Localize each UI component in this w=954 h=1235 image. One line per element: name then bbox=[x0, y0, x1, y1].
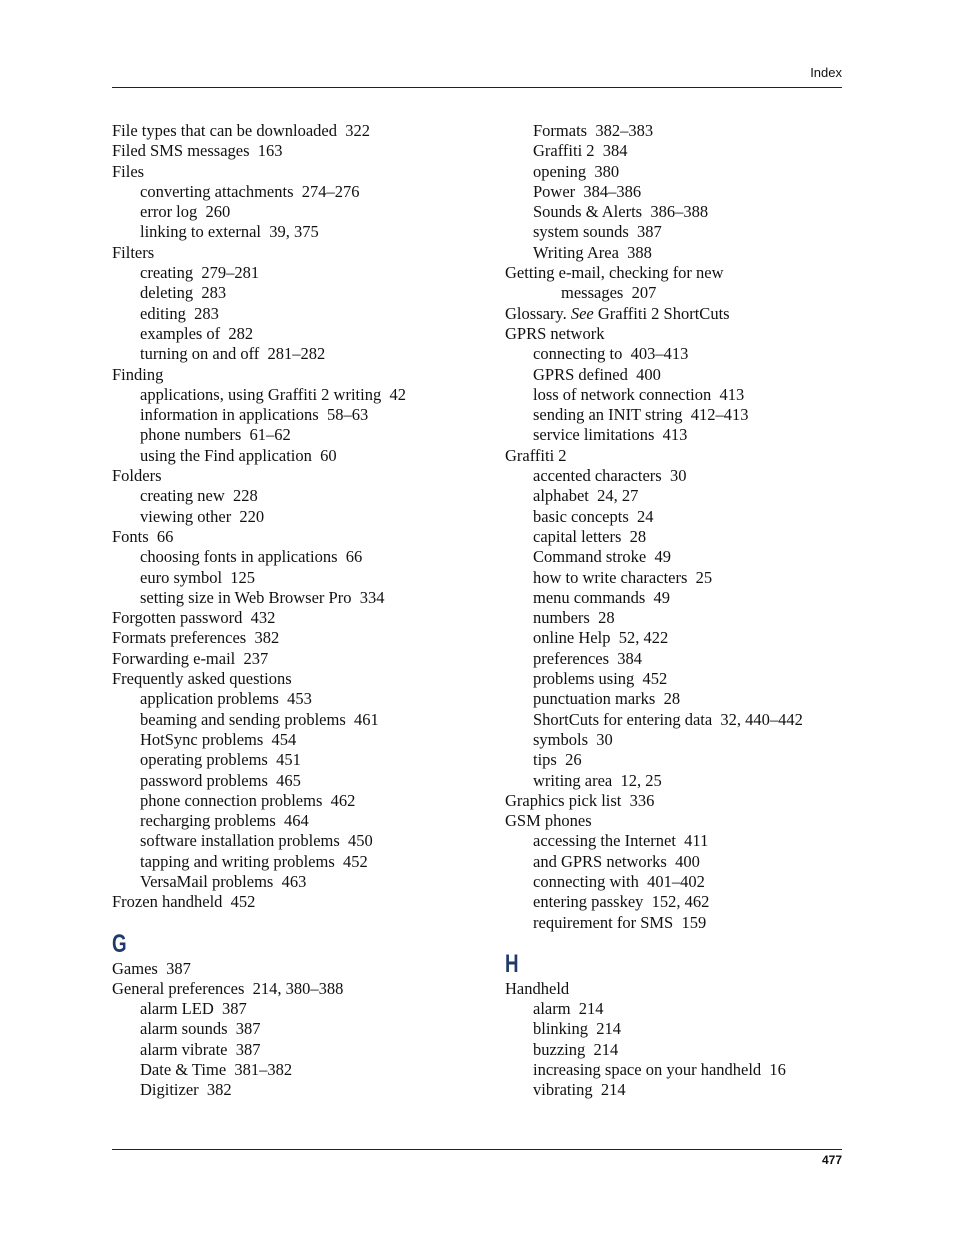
index-subentry: connecting to 403–413 bbox=[533, 344, 689, 364]
index-subentry: alarm vibrate 387 bbox=[140, 1039, 261, 1059]
index-entry: Fonts 66 bbox=[112, 526, 174, 546]
index-subentry: basic concepts 24 bbox=[533, 506, 654, 526]
index-entry: Graphics pick list 336 bbox=[505, 790, 655, 810]
index-subentry: blinking 214 bbox=[533, 1019, 622, 1039]
index-entry bbox=[505, 304, 865, 324]
index-subentry: application problems 453 bbox=[140, 689, 312, 709]
index-entry: Graffiti 2 bbox=[505, 445, 567, 465]
index-entry: General preferences 214, 380–388 bbox=[112, 978, 344, 998]
index-entry: Filters bbox=[112, 242, 155, 262]
index-entry: Handheld bbox=[505, 978, 570, 998]
index-entry: Frozen handheld 452 bbox=[112, 892, 256, 912]
page-number: 477 bbox=[821, 1153, 842, 1167]
index-entry: Getting e-mail, checking for new bbox=[505, 263, 724, 283]
index-entry: Formats preferences 382 bbox=[112, 628, 280, 648]
index-subentry: alarm LED 387 bbox=[140, 999, 247, 1019]
index-subentry: problems using 452 bbox=[533, 669, 668, 689]
index-subentry: alphabet 24, 27 bbox=[533, 486, 639, 506]
index-subentry: Command stroke 49 bbox=[533, 547, 671, 567]
index-subentry: alarm sounds 387 bbox=[140, 1019, 261, 1039]
index-subentry: Digitizer 382 bbox=[140, 1080, 232, 1100]
index-subentry: recharging problems 464 bbox=[140, 811, 309, 831]
index-subentry: ShortCuts for entering data 32, 440–442 bbox=[533, 709, 803, 729]
running-header: Index bbox=[810, 65, 842, 80]
index-entry: Frequently asked questions bbox=[112, 669, 292, 689]
index-subentry: viewing other 220 bbox=[140, 506, 265, 526]
index-subentry: menu commands 49 bbox=[533, 587, 671, 607]
index-subentry: tips 26 bbox=[533, 750, 582, 770]
index-subentry: Sounds & Alerts 386–388 bbox=[533, 202, 709, 222]
index-subentry: vibrating 214 bbox=[533, 1080, 626, 1100]
see-reference: See bbox=[570, 303, 594, 323]
index-entry: Finding bbox=[112, 364, 164, 384]
index-subentry: HotSync problems 454 bbox=[140, 729, 297, 749]
index-entry-continuation: messages 207 bbox=[561, 283, 657, 303]
index-subentry: requirement for SMS 159 bbox=[533, 912, 707, 932]
footer-rule bbox=[112, 1149, 842, 1150]
index-subentry: numbers 28 bbox=[533, 608, 615, 628]
index-subentry: Date & Time 381–382 bbox=[140, 1060, 293, 1080]
index-subentry: creating new 228 bbox=[140, 486, 258, 506]
index-subentry: creating 279–281 bbox=[140, 263, 260, 283]
index-column-left bbox=[112, 121, 472, 1101]
index-subentry: increasing space on your handheld 16 bbox=[533, 1060, 786, 1080]
index-subentry: Writing Area 388 bbox=[533, 242, 652, 262]
index-subentry: editing 283 bbox=[140, 303, 219, 323]
section-letter: G bbox=[112, 929, 127, 958]
index-subentry: Power 384–386 bbox=[533, 181, 642, 201]
index-subentry: deleting 283 bbox=[140, 283, 227, 303]
index-subentry: software installation problems 450 bbox=[140, 831, 373, 851]
index-subentry: operating problems 451 bbox=[140, 750, 301, 770]
section-letter: H bbox=[505, 949, 519, 978]
index-subentry: turning on and off 281–282 bbox=[140, 344, 326, 364]
index-subentry: punctuation marks 28 bbox=[533, 689, 681, 709]
index-subentry: how to write characters 25 bbox=[533, 567, 713, 587]
index-subentry: Formats 382–383 bbox=[533, 121, 654, 140]
index-subentry: entering passkey 152, 462 bbox=[533, 892, 710, 912]
index-subentry: alarm 214 bbox=[533, 999, 604, 1019]
index-subentry: buzzing 214 bbox=[533, 1039, 619, 1059]
index-subentry: converting attachments 274–276 bbox=[140, 181, 360, 201]
index-subentry: symbols 30 bbox=[533, 729, 613, 749]
index-subentry: preferences 384 bbox=[533, 648, 643, 668]
index-subentry: phone connection problems 462 bbox=[140, 790, 356, 810]
index-subentry: error log 260 bbox=[140, 202, 231, 222]
index-subentry: system sounds 387 bbox=[533, 222, 662, 242]
index-subentry: connecting with 401–402 bbox=[533, 871, 705, 891]
index-subentry: beaming and sending problems 461 bbox=[140, 709, 379, 729]
index-subentry: capital letters 28 bbox=[533, 526, 647, 546]
index-entry: Files bbox=[112, 161, 145, 181]
index-subentry: VersaMail problems 463 bbox=[140, 871, 307, 891]
index-subentry: password problems 465 bbox=[140, 770, 301, 790]
index-subentry: accented characters 30 bbox=[533, 466, 687, 486]
index-subentry: online Help 52, 422 bbox=[533, 628, 669, 648]
index-entry: Forgotten password 432 bbox=[112, 608, 276, 628]
index-subentry: writing area 12, 25 bbox=[533, 770, 662, 790]
header-rule bbox=[112, 87, 842, 88]
index-subentry: and GPRS networks 400 bbox=[533, 851, 700, 871]
index-subentry: information in applications 58–63 bbox=[140, 405, 369, 425]
index-entry: Filed SMS messages 163 bbox=[112, 141, 283, 161]
index-subentry: euro symbol 125 bbox=[140, 567, 256, 587]
index-column-right bbox=[505, 121, 865, 1101]
index-entry: GPRS network bbox=[505, 323, 605, 343]
index-subentry: choosing fonts in applications 66 bbox=[140, 547, 363, 567]
index-entry: Games 387 bbox=[112, 958, 191, 978]
index-subentry: tapping and writing problems 452 bbox=[140, 851, 368, 871]
index-subentry: examples of 282 bbox=[140, 323, 254, 343]
index-entry: GSM phones bbox=[505, 811, 592, 831]
index-subentry: phone numbers 61–62 bbox=[140, 425, 291, 445]
entry-text: Graffiti 2 ShortCuts bbox=[593, 303, 730, 323]
index-subentry: GPRS defined 400 bbox=[533, 364, 661, 384]
index-subentry: sending an INIT string 412–413 bbox=[533, 405, 749, 425]
index-entry: Folders bbox=[112, 466, 162, 486]
index-subentry: service limitations 413 bbox=[533, 425, 688, 445]
index-subentry: opening 380 bbox=[533, 161, 620, 181]
index-entry: Forwarding e-mail 237 bbox=[112, 648, 269, 668]
index-subentry: accessing the Internet 411 bbox=[533, 831, 709, 851]
index-subentry: using the Find application 60 bbox=[140, 445, 337, 465]
index-subentry: setting size in Web Browser Pro 334 bbox=[140, 587, 385, 607]
index-subentry: loss of network connection 413 bbox=[533, 384, 745, 404]
index-subentry: linking to external 39, 375 bbox=[140, 222, 319, 242]
entry-text: Glossary. bbox=[505, 303, 571, 323]
index-entry: File types that can be downloaded 322 bbox=[112, 121, 370, 140]
index-subentry: applications, using Graffiti 2 writing 42 bbox=[140, 384, 406, 404]
index-subentry: Graffiti 2 384 bbox=[533, 141, 628, 161]
